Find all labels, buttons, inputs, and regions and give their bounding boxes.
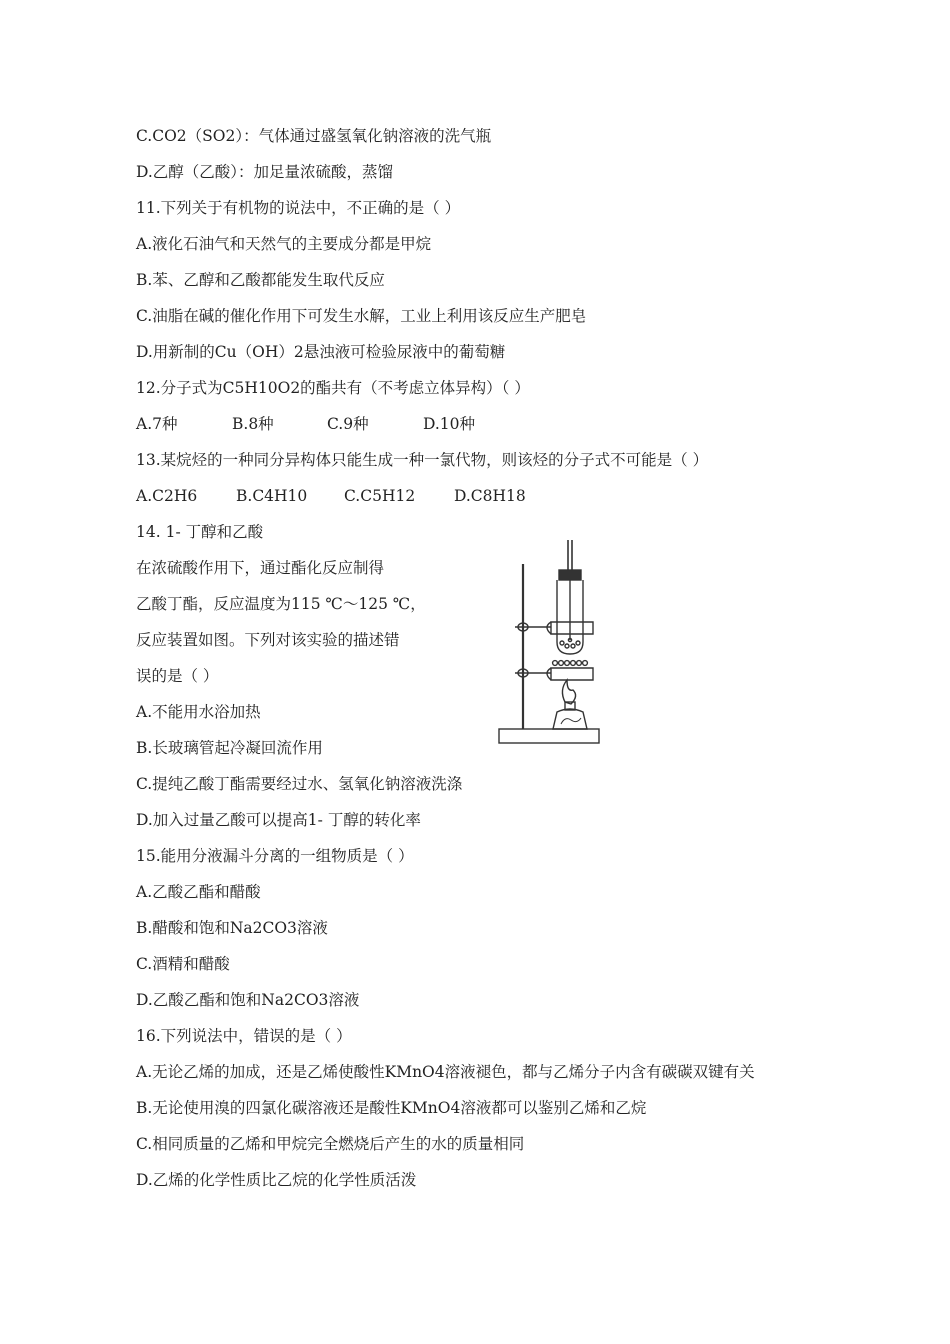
q13-option-d: D.C8H18	[454, 487, 526, 505]
q16-option-b: B.无论使用溴的四氯化碳溶液还是酸性KMnO4溶液都可以鉴别乙烯和乙烷	[136, 1099, 647, 1117]
q14-stem-line-3: 乙酸丁酯，反应温度为115 ℃～125 ℃，	[136, 595, 426, 613]
lower-ring-clamp	[515, 668, 593, 680]
q11-option-d: D.用新制的Cu（OH）2悬浊液可检验尿液中的葡萄糖	[136, 343, 506, 361]
q11-option-b: B.苯、乙醇和乙酸都能发生取代反应	[136, 271, 385, 289]
q16-option-d: D.乙烯的化学性质比乙烷的化学性质活泼	[136, 1171, 417, 1189]
stand-base	[499, 729, 599, 743]
q16-option-a: A.无论乙烯的加成，还是乙烯使酸性KMnO4溶液褪色，都与乙烯分子内含有碳碳双键有关	[136, 1063, 755, 1081]
q10-option-d: D.乙醇（乙酸）：加足量浓硫酸，蒸馏	[136, 163, 394, 181]
q13-stem: 13.某烷烃的一种同分异构体只能生成一种一氯代物，则该烃的分子式不可能是（ ）	[136, 451, 709, 469]
stopper	[559, 570, 581, 580]
q13-option-b: B.C4H10	[236, 487, 308, 505]
q12-option-c: C.9种	[327, 415, 369, 433]
q14-stem-line-4: 反应装置如图。下列对该实验的描述错	[136, 631, 400, 649]
q11-stem: 11.下列关于有机物的说法中，不正确的是（ ）	[136, 199, 461, 217]
q14-option-c: C.提纯乙酸丁酯需要经过水、氢氧化钠溶液洗涤	[136, 775, 463, 793]
q15-stem: 15.能用分液漏斗分离的一组物质是（ ）	[136, 847, 414, 865]
q12-option-b: B.8种	[232, 415, 274, 433]
q13-option-c: C.C5H12	[344, 487, 416, 505]
q11-option-c: C.油脂在碱的催化作用下可发生水解，工业上利用该反应生产肥皂	[136, 307, 587, 325]
q15-option-d: D.乙酸乙酯和饱和Na2CO3溶液	[136, 991, 360, 1009]
q15-option-b: B.醋酸和饱和Na2CO3溶液	[136, 919, 328, 937]
q16-option-c: C.相同质量的乙烯和甲烷完全燃烧后产生的水的质量相同	[136, 1135, 525, 1153]
q10-option-c: C.CO2（SO2）：气体通过盛氢氧化钠溶液的洗气瓶	[136, 127, 492, 145]
q14-option-a: A.不能用水浴加热	[136, 703, 261, 721]
q14-stem-line-1: 14. 1- 丁醇和乙酸	[136, 523, 264, 541]
apparatus-diagram	[495, 530, 607, 748]
q12-stem: 12.分子式为C5H10O2的酯共有（不考虑立体异构）（ ）	[136, 379, 530, 397]
q14-stem-line-5: 误的是（ ）	[136, 667, 219, 685]
q15-option-a: A.乙酸乙酯和醋酸	[136, 883, 261, 901]
upper-clamp	[515, 622, 593, 634]
reaction-apparatus-figure	[495, 530, 607, 748]
wire-gauze	[553, 661, 588, 666]
q14-stem-line-2: 在浓硫酸作用下，通过酯化反应制得	[136, 559, 385, 577]
q13-option-a: A.C2H6	[136, 487, 198, 505]
q16-stem: 16.下列说法中，错误的是（ ）	[136, 1027, 352, 1045]
q12-option-d: D.10种	[423, 415, 476, 433]
q11-option-a: A.液化石油气和天然气的主要成分都是甲烷	[136, 235, 432, 253]
q14-option-d: D.加入过量乙酸可以提高1- 丁醇的转化率	[136, 811, 421, 829]
q12-option-a: A.7种	[136, 415, 178, 433]
q14-option-b: B.长玻璃管起冷凝回流作用	[136, 739, 323, 757]
flame	[562, 680, 575, 704]
q15-option-c: C.酒精和醋酸	[136, 955, 230, 973]
